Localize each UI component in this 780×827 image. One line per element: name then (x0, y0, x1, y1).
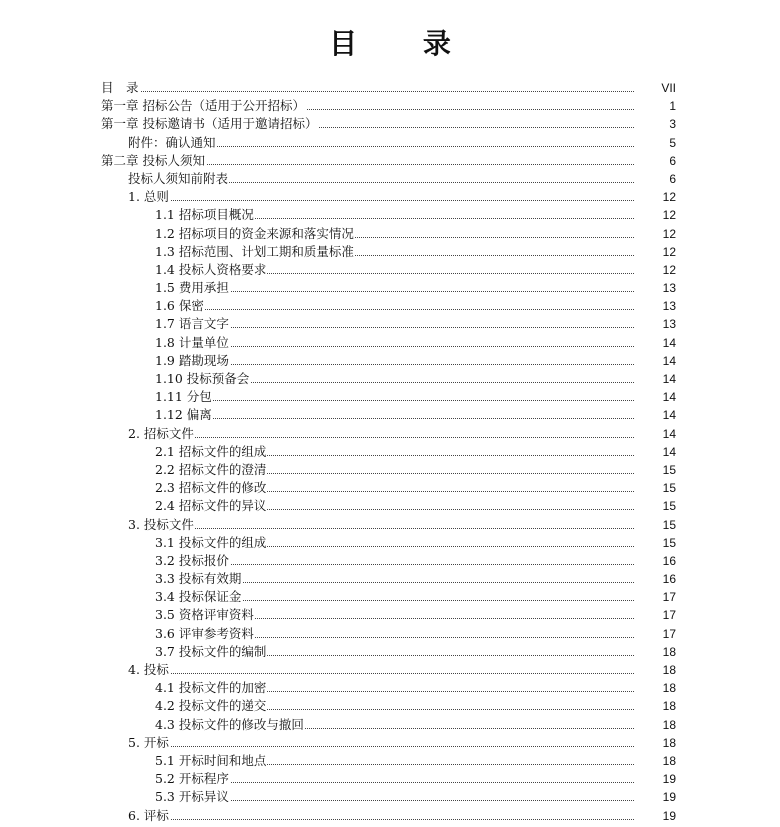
toc-entry-label: 1.9 踏勘现场 (155, 352, 229, 368)
toc-page-number: 12 (634, 206, 676, 224)
toc-leader-dots (155, 309, 676, 310)
toc-entry[interactable] (0, 297, 780, 315)
toc-page-number: 15 (634, 534, 676, 552)
toc-entry[interactable] (0, 588, 780, 606)
toc-leader-dots (128, 746, 676, 747)
toc-entry-label: 5.3 开标异议 (155, 789, 229, 805)
toc-entry-label: 4.3 投标文件的修改与撤回 (155, 716, 304, 732)
toc-entry-label: 2. 招标文件 (128, 425, 194, 441)
toc-leader-dots (128, 673, 676, 674)
toc-entry[interactable] (0, 770, 780, 788)
toc-entry-label: 1.1 招标项目概况 (155, 207, 254, 223)
toc-page-number: 1 (634, 97, 676, 115)
toc-entry[interactable] (0, 225, 780, 243)
toc-entry[interactable] (0, 570, 780, 588)
toc-entry[interactable] (0, 97, 780, 115)
toc-entry[interactable] (0, 188, 780, 206)
toc-entry-label: 3.5 资格评审资料 (155, 607, 254, 623)
toc-entry-label: 5. 开标 (128, 734, 169, 750)
toc-entry[interactable] (0, 606, 780, 624)
toc-leader-dots (155, 782, 676, 783)
toc-page-number: 12 (634, 225, 676, 243)
toc-entry[interactable] (0, 625, 780, 643)
toc-entry-label: 4. 投标 (128, 662, 169, 677)
toc-entry[interactable] (0, 461, 780, 479)
toc-entry-label: 1.2 招标项目的资金来源和落实情况 (155, 225, 354, 241)
toc-entry[interactable] (0, 79, 780, 97)
toc-leader-dots (128, 528, 676, 529)
toc-leader-dots (155, 291, 676, 292)
toc-page-number: 15 (634, 516, 676, 534)
toc-page-number: 6 (634, 152, 676, 170)
toc-entry[interactable] (0, 679, 780, 697)
toc-page-number: 12 (634, 261, 676, 279)
toc-page-number: 17 (634, 625, 676, 643)
toc-entry[interactable] (0, 479, 780, 497)
toc-entry[interactable] (0, 279, 780, 297)
toc-entry[interactable] (0, 152, 780, 170)
toc-entry-label: 5.1 开标时间和地点 (155, 752, 267, 768)
toc-entry-label: 3. 投标文件 (128, 516, 194, 532)
toc-entry[interactable] (0, 516, 780, 534)
toc-page-number: 19 (634, 807, 676, 825)
toc-entry-label: 4.1 投标文件的加密 (155, 680, 267, 696)
toc-page-number: 13 (634, 297, 676, 315)
toc-page-number: VII (634, 79, 676, 97)
toc-entry[interactable] (0, 443, 780, 461)
toc-entry[interactable] (0, 261, 780, 279)
toc-page-number: 3 (634, 115, 676, 133)
toc-entry-label: 2.4 招标文件的异议 (155, 498, 267, 514)
toc-page-number: 13 (634, 315, 676, 333)
toc-page-number: 18 (634, 752, 676, 770)
toc-page-number: 17 (634, 606, 676, 624)
toc-entry[interactable] (0, 315, 780, 333)
toc-entry[interactable] (0, 734, 780, 752)
toc-entry-label: 4.2 投标文件的递交 (155, 698, 267, 714)
toc-page-number: 18 (634, 697, 676, 715)
toc-entry-label: 3.2 投标报价 (155, 552, 229, 568)
toc-leader-dots (155, 327, 676, 328)
toc-entry[interactable] (0, 425, 780, 443)
toc-entry[interactable] (0, 643, 780, 661)
toc-entry-label: 1.11 分包 (155, 389, 212, 405)
toc-entry-label: 1.6 保密 (155, 298, 204, 314)
toc-entry-label: 第一章 招标公告（适用于公开招标） (101, 98, 305, 114)
toc-page-number: 15 (634, 497, 676, 515)
toc-page-number: 14 (634, 406, 676, 424)
toc-page-number: 5 (634, 134, 676, 152)
toc-entry[interactable] (0, 716, 780, 734)
toc-entry-label: 第一章 投标邀请书（适用于邀请招标） (101, 116, 318, 132)
toc-page-number: 16 (634, 570, 676, 588)
toc-entry-label: 目 录 (101, 80, 139, 95)
toc-entry[interactable] (0, 243, 780, 261)
toc-entry-label: 3.3 投标有效期 (155, 571, 242, 587)
toc-leader-dots (155, 346, 676, 347)
toc-entry[interactable] (0, 206, 780, 224)
toc-entry[interactable] (0, 552, 780, 570)
toc-leader-dots (155, 418, 676, 419)
toc-entry-label: 3.4 投标保证金 (155, 589, 242, 605)
toc-entry-label: 3.7 投标文件的编制 (155, 643, 267, 659)
toc-entry-label: 2.2 招标文件的澄清 (155, 461, 267, 477)
toc-entry-label: 1.3 招标范围、计划工期和质量标准 (155, 243, 354, 259)
toc-leader-dots (155, 400, 676, 401)
toc-entry-label: 1.12 偏离 (155, 407, 212, 423)
toc-entry[interactable] (0, 406, 780, 424)
toc-leader-dots (155, 800, 676, 801)
toc-entry-label: 3.6 评审参考资料 (155, 625, 254, 641)
toc-entry-label: 2.1 招标文件的组成 (155, 443, 267, 459)
toc-page-number: 12 (634, 188, 676, 206)
toc-page-number: 19 (634, 788, 676, 806)
toc-entry-label: 2.3 招标文件的修改 (155, 480, 267, 496)
toc-page-number: 13 (634, 279, 676, 297)
table-of-contents (0, 79, 780, 825)
toc-leader-dots (155, 364, 676, 365)
toc-page-number: 14 (634, 370, 676, 388)
page-title: 目 录 (329, 27, 479, 60)
toc-entry[interactable] (0, 497, 780, 515)
toc-entry[interactable] (0, 370, 780, 388)
toc-entry[interactable] (0, 134, 780, 152)
toc-entry[interactable] (0, 115, 780, 133)
toc-entry[interactable] (0, 170, 780, 188)
toc-leader-dots (128, 819, 676, 820)
toc-entry-label: 1. 总则 (128, 189, 169, 205)
toc-entry-label: 第二章 投标人须知 (101, 152, 205, 168)
toc-page-number: 18 (634, 679, 676, 697)
toc-entry-label: 1.4 投标人资格要求 (155, 261, 267, 277)
toc-entry[interactable] (0, 388, 780, 406)
toc-page-number: 16 (634, 552, 676, 570)
toc-entry-label: 1.7 语言文字 (155, 316, 229, 332)
toc-page-number: 14 (634, 443, 676, 461)
toc-leader-dots (128, 200, 676, 201)
toc-leader-dots (155, 564, 676, 565)
toc-entry-label: 附件：确认通知 (128, 134, 216, 150)
toc-page-number: 15 (634, 479, 676, 497)
toc-entry[interactable] (0, 807, 780, 825)
toc-entry-label: 1.8 计量单位 (155, 334, 229, 350)
toc-entry[interactable] (0, 697, 780, 715)
toc-entry[interactable] (0, 661, 780, 679)
toc-page-number: 14 (634, 425, 676, 443)
toc-entry-label: 3.1 投标文件的组成 (155, 534, 267, 550)
toc-page-number: 18 (634, 643, 676, 661)
toc-entry[interactable] (0, 534, 780, 552)
toc-entry[interactable] (0, 334, 780, 352)
toc-page-number: 14 (634, 352, 676, 370)
toc-entry[interactable] (0, 352, 780, 370)
toc-page-number: 17 (634, 588, 676, 606)
toc-page-number: 18 (634, 734, 676, 752)
toc-page-number: 12 (634, 243, 676, 261)
toc-entry[interactable] (0, 752, 780, 770)
toc-entry-label: 6. 评标 (128, 807, 169, 823)
toc-page-number: 14 (634, 388, 676, 406)
toc-page-number: 19 (634, 770, 676, 788)
toc-page-number: 6 (634, 170, 676, 188)
toc-page-number: 18 (634, 716, 676, 734)
toc-entry-label: 1.5 费用承担 (155, 280, 229, 296)
toc-entry[interactable] (0, 788, 780, 806)
toc-entry-label: 投标人须知前附表 (128, 170, 229, 186)
toc-page-number: 18 (634, 661, 676, 679)
toc-leader-dots (101, 91, 676, 92)
toc-entry-label: 1.10 投标预备会 (155, 371, 250, 386)
toc-leader-dots (128, 437, 676, 438)
toc-page-number: 14 (634, 334, 676, 352)
toc-entry-label: 5.2 开标程序 (155, 771, 229, 787)
toc-page-number: 15 (634, 461, 676, 479)
